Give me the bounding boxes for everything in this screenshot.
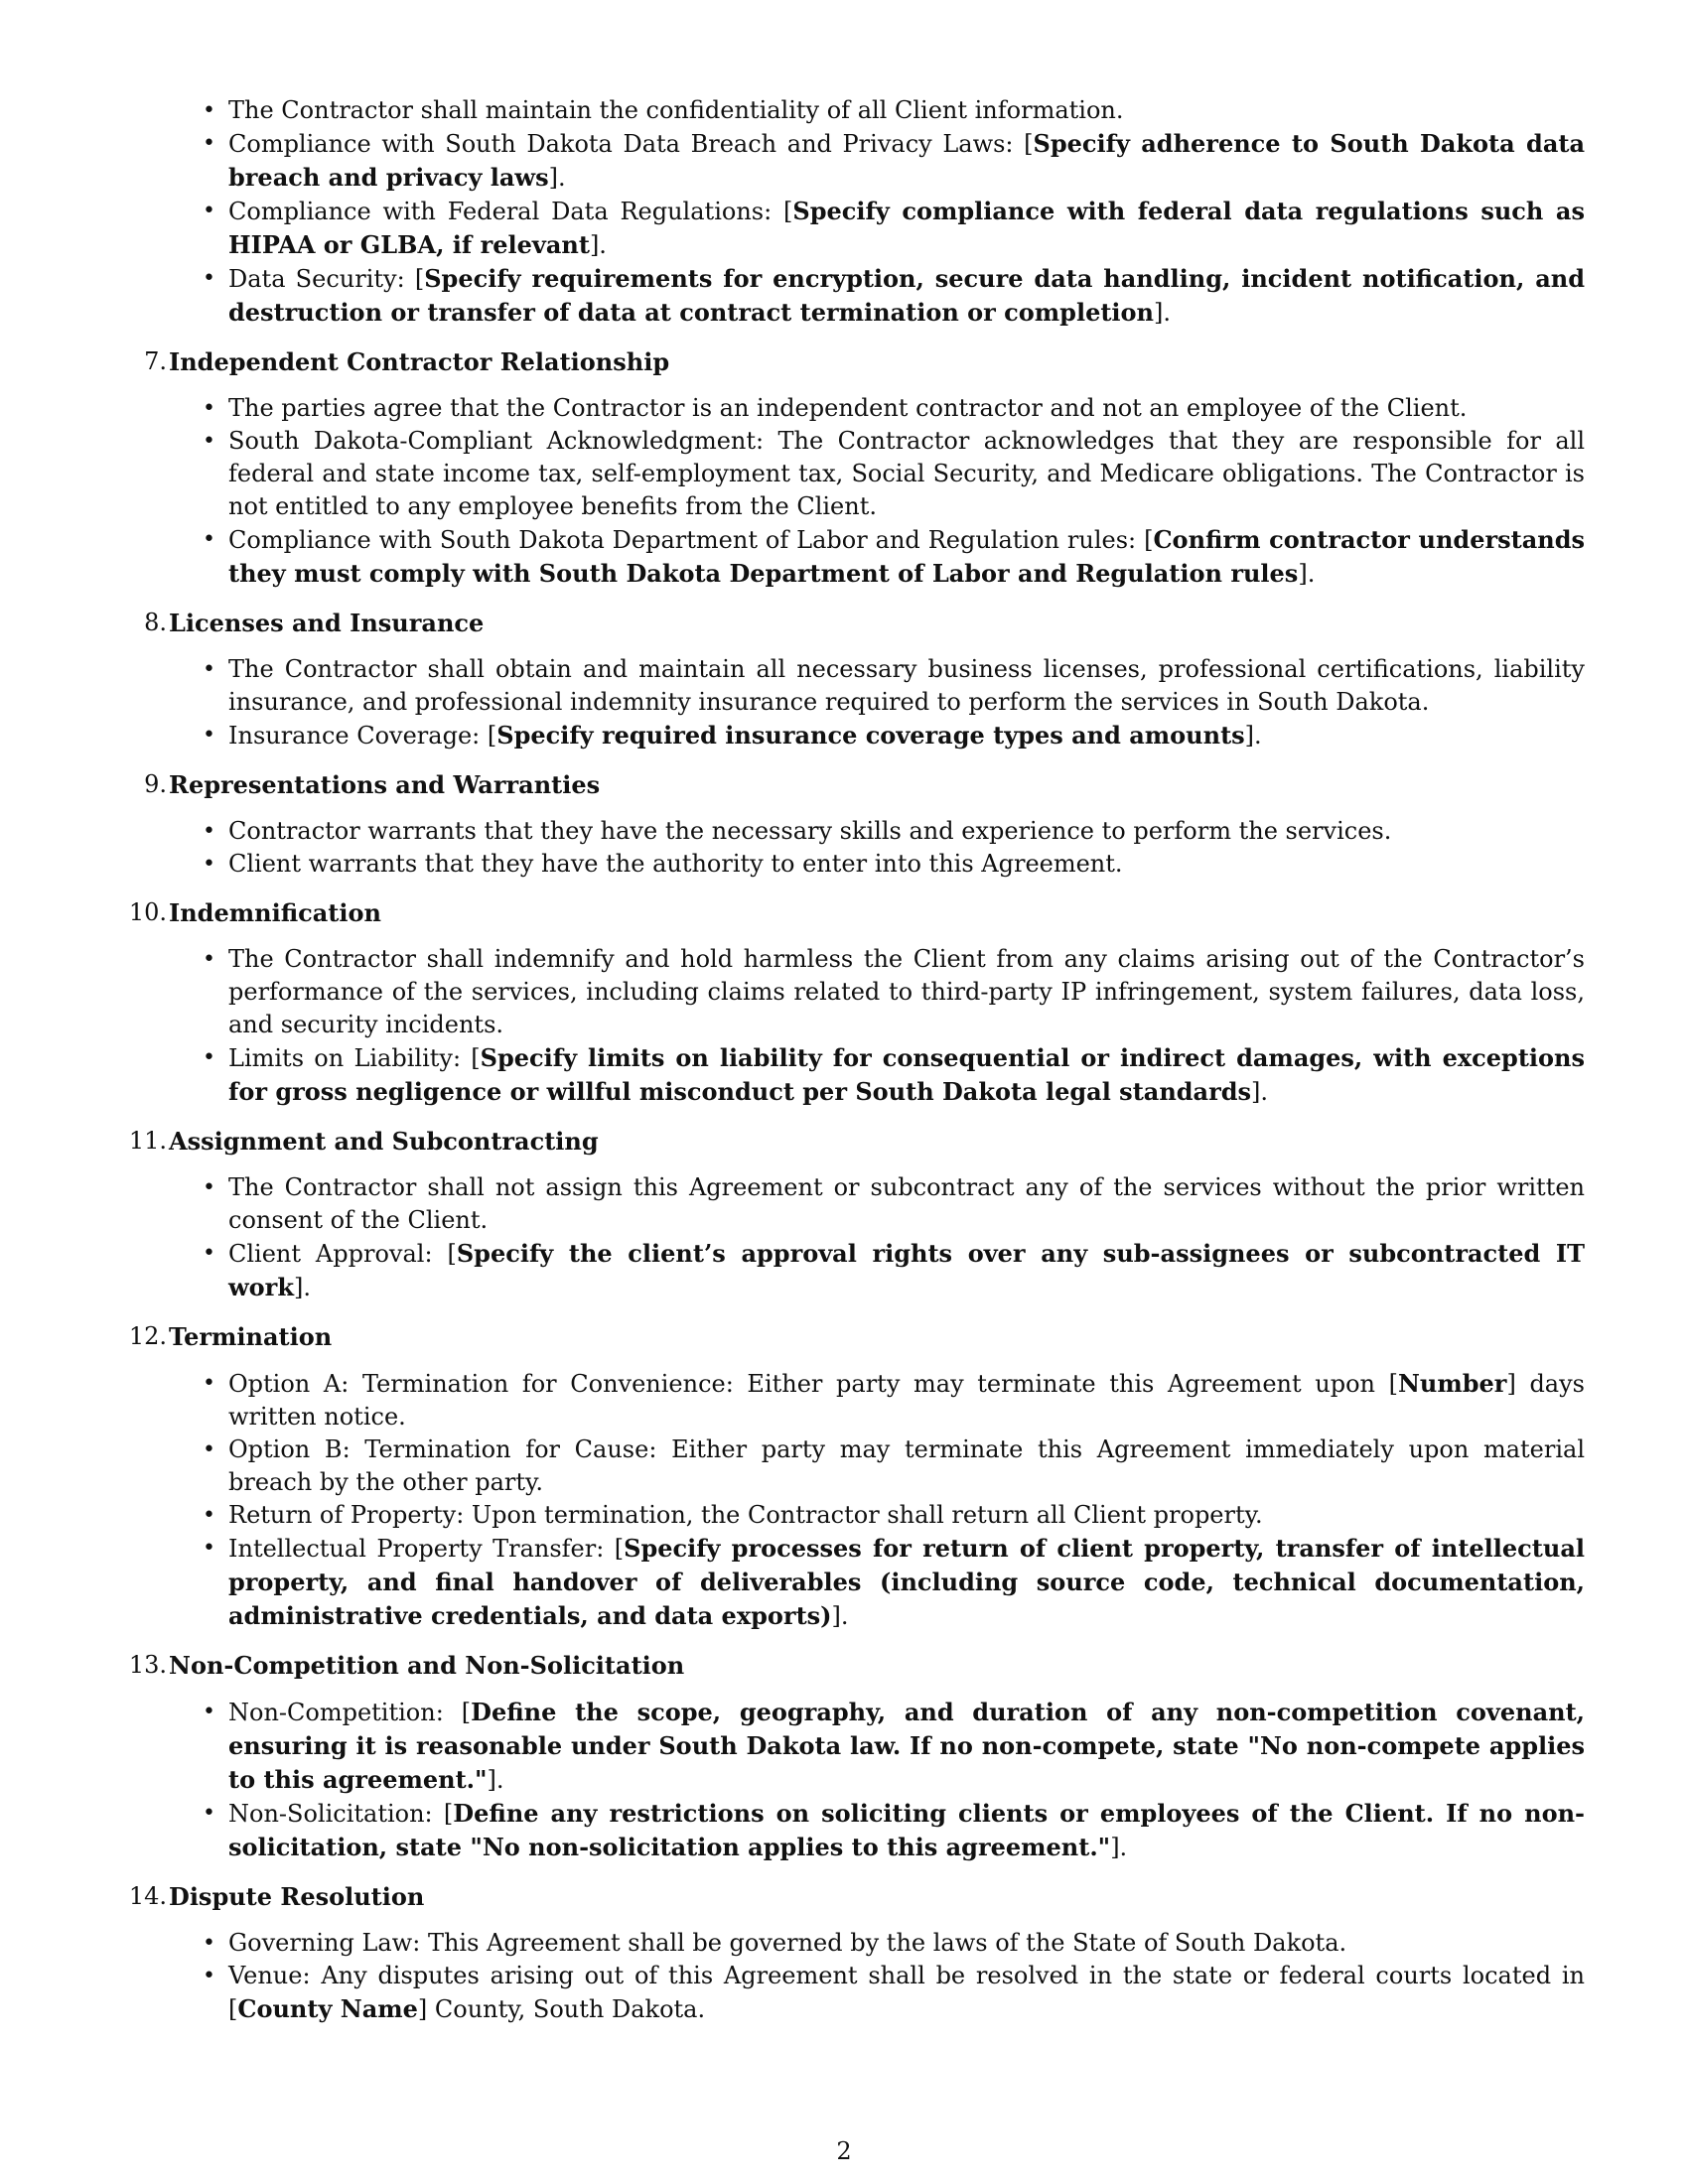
bullet-text-end: ]. [548,164,566,192]
section-heading [0,345,1688,378]
section-heading [0,896,1688,929]
list-item [228,653,1585,719]
bullet-text: Option B: Termination for Cause: Either party may terminate this Agreement immediately upon material breach by the other party. [228,1435,1585,1496]
bullet-text: Client Approval: [ [228,1240,457,1268]
list-item [228,815,1585,848]
bullet-text: Limits on Liability: [ [228,1044,481,1072]
bullet-text-end: ] County, South Dakota. [417,1995,706,2023]
sections-container [0,345,1688,2026]
placeholder-text: Specify the client’s approval rights over any sub-assignees or subcontracted IT work [228,1239,1585,1301]
section-title: Termination [169,1322,333,1351]
bullet-text-end: ]. [589,231,607,259]
bullet-text-end: ]. [1154,299,1172,327]
list-item [228,1041,1585,1109]
bullet-text: Client warrants that they have the authority to enter into this Agreement. [228,850,1123,878]
list-item [228,195,1585,262]
bullet-text: Contractor warrants that they have the necessary skills and experience to perform the services. [228,817,1392,845]
list-item [228,392,1585,425]
bullet-text: The Contractor shall indemnify and hold harmless the Client from any claims arising out of the Contractor’s performance of the services, including claims related to third-party IP infringement, system failures, data loss, and security incidents. [228,945,1585,1038]
list-item [228,1499,1585,1532]
bullet-text: Compliance with South Dakota Department of Labor and Regulation rules: [ [228,526,1154,554]
bullet-text-end: ]. [487,1766,504,1794]
list-item [228,1237,1585,1304]
bullet-text: Option A: Termination for Convenience: Either party may terminate this Agreement upon [ [228,1370,1398,1398]
bullet-text-end: ] days written notice. [228,1370,1585,1431]
section-bullet-list [0,1696,1688,1864]
document-body [0,94,1688,2026]
section-title: Dispute Resolution [169,1882,425,1911]
list-item [228,1171,1585,1237]
list-item [228,1696,1585,1797]
section-title: Independent Contractor Relationship [169,347,670,376]
bullet-text: Non-Competition: [ [228,1699,472,1726]
placeholder-text: Specify processes for return of client property, transfer of intellectual property, and final handover of deliverables (including source code, technical documentation, administrative credentials, and data exports) [228,1534,1585,1630]
bullet-text-end: ]. [293,1274,311,1301]
list-item [228,1927,1585,1960]
list-item [228,943,1585,1041]
bullet-text: Return of Property: Upon termination, the Contractor shall return all Client property. [228,1501,1263,1529]
list-item [228,1797,1585,1864]
section-bullet-list [0,1171,1688,1304]
section-bullet-list [0,1927,1688,2026]
page-number: 2 [836,2137,852,2165]
bullet-text: The Contractor shall obtain and maintain all necessary business licenses, professional certifications, liability insurance, and professional indemnity insurance required to perform the services in South Dakota. [228,655,1585,716]
section-heading [0,1649,1688,1682]
bullet-text: Intellectual Property Transfer: [ [228,1535,625,1563]
list-item [228,262,1585,330]
placeholder-text: Define the scope, geography, and duration of any non-competition covenant, ensuring it is reasonable under South Dakota law. If no non-compete, state "No non-compete applies to this agreement." [228,1698,1586,1794]
intro-bullet-list [0,94,1688,330]
bullet-text-end: ]. [1251,1078,1269,1106]
placeholder-text: Number [1397,1369,1507,1398]
section-heading [0,768,1688,801]
section-number: 12. [128,1322,167,1350]
bullet-text: The Contractor shall not assign this Agreement or subcontract any of the services without the prior written consent of the Client. [228,1173,1585,1234]
section-title: Non-Competition and Non-Solicitation [169,1651,685,1680]
section-bullet-list [0,1367,1688,1633]
bullet-text: South Dakota-Compliant Acknowledgment: The Contractor acknowledges that they are responsible for all federal and state income tax, self-employment tax, Social Security, and Medicare obligations. The Contractor is not entitled to any employee benefits from the Client. [228,427,1585,520]
list-item [228,94,1585,127]
list-item [228,719,1585,752]
section-number: 13. [128,1651,167,1679]
section-title: Licenses and Insurance [169,609,485,637]
section-heading [0,607,1688,639]
bullet-text: The Contractor shall maintain the confidentiality of all Client information. [228,96,1124,124]
section-heading [0,1125,1688,1158]
bullet-text: Compliance with Federal Data Regulations: [ [228,198,793,225]
placeholder-text: Specify requirements for encryption, secure data handling, incident notification, and destruction or transfer of data at contract termination or completion [228,264,1585,327]
placeholder-text: Specify compliance with federal data regulations such as HIPAA or GLBA, if relevant [228,197,1585,259]
section-number: 10. [128,898,167,926]
section-number: 14. [128,1882,167,1910]
bullet-text-end: ]. [1298,560,1316,588]
list-item [228,127,1585,195]
section-number: 11. [128,1127,167,1155]
placeholder-text: Define any restrictions on soliciting clients or employees of the Client. If no non-solicitation, state "No non-solicitation applies to this agreement." [228,1799,1585,1861]
section-heading [0,1320,1688,1353]
section-number: 9. [144,770,167,798]
section-number: 8. [144,609,167,636]
bullet-text: Non-Solicitation: [ [228,1800,454,1828]
section-bullet-list [0,653,1688,752]
bullet-text: Venue: Any disputes arising out of this Agreement shall be resolved in the state or federal courts located in [ [228,1962,1585,2023]
list-item [228,1367,1585,1433]
list-item [228,848,1585,881]
section-heading [0,1880,1688,1913]
list-item [228,1532,1585,1633]
section-bullet-list [0,943,1688,1109]
bullet-text: Insurance Coverage: [ [228,722,497,750]
placeholder-text: Specify required insurance coverage types and amounts [496,721,1245,750]
bullet-text: Governing Law: This Agreement shall be governed by the laws of the State of South Dakota. [228,1929,1347,1957]
placeholder-text: Confirm contractor understands they must comply with South Dakota Department of Labor and Regulation rules [228,525,1586,588]
list-item [228,1433,1585,1499]
section-bullet-list [0,815,1688,881]
section-bullet-list [0,392,1688,591]
section-number: 7. [144,347,167,375]
list-item [228,523,1585,591]
bullet-text: The parties agree that the Contractor is an independent contractor and not an employee of the Client. [228,394,1468,422]
placeholder-text: County Name [237,1994,418,2023]
section-title: Representations and Warranties [169,770,601,799]
list-item [228,425,1585,523]
placeholder-text: Specify limits on liability for consequential or indirect damages, with exceptions for gross negligence or willful misconduct per South Dakota legal standards [228,1043,1585,1106]
section-title: Indemnification [169,898,381,927]
section-title: Assignment and Subcontracting [169,1127,599,1156]
placeholder-text: Specify adherence to South Dakota data breach and privacy laws [228,129,1586,192]
bullet-text-end: ]. [831,1602,849,1630]
bullet-text: Compliance with South Dakota Data Breach and Privacy Laws: [ [228,130,1034,158]
list-item [228,1960,1585,2026]
bullet-text: Data Security: [ [228,265,425,293]
bullet-text-end: ]. [1244,722,1262,750]
bullet-text-end: ]. [1110,1834,1128,1861]
